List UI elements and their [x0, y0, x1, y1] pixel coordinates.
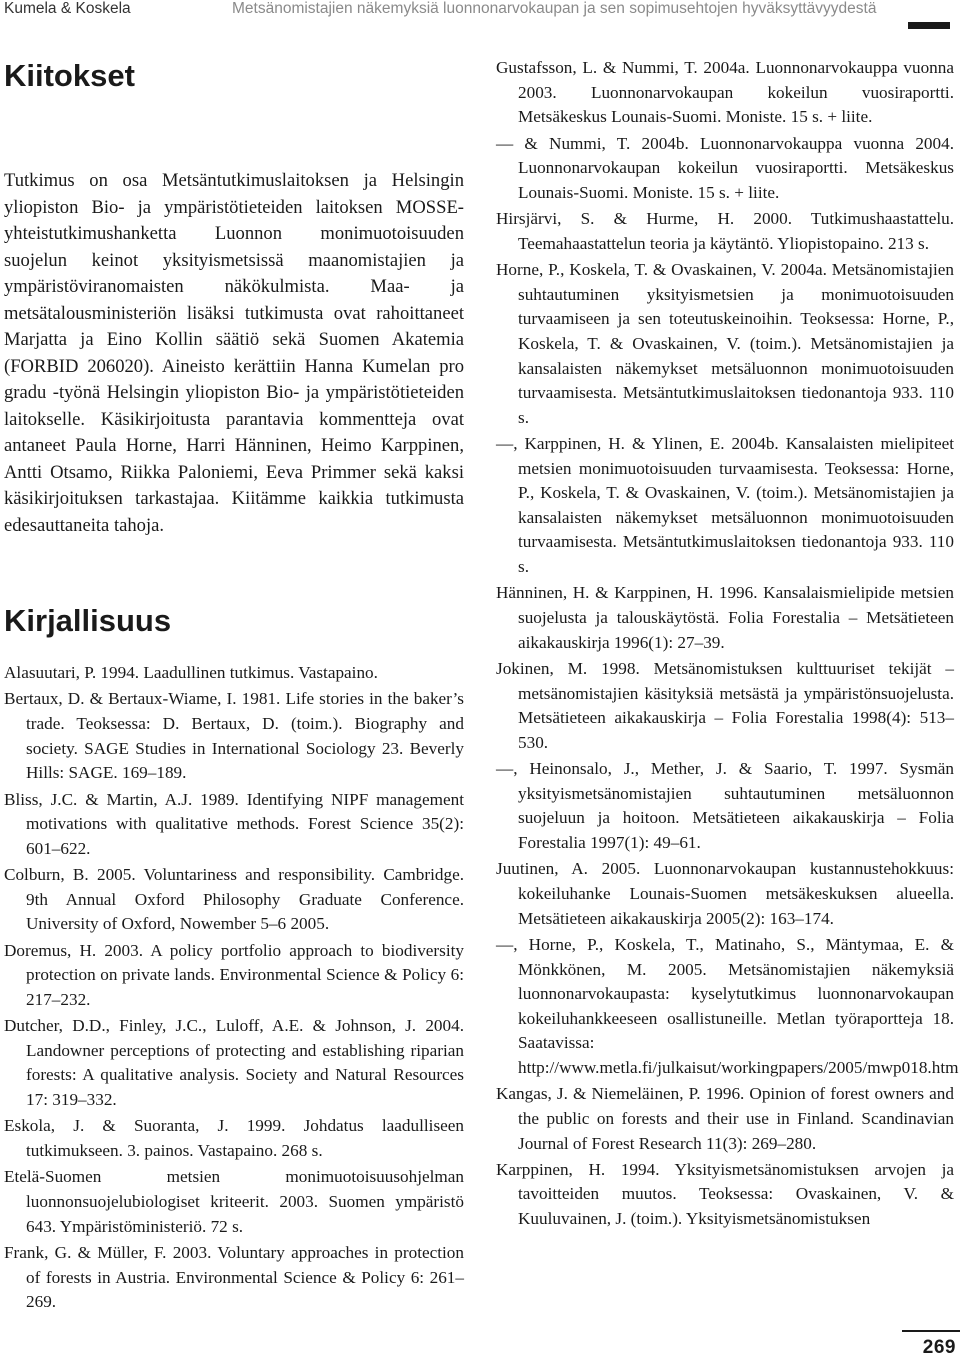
- reference-item: Juutinen, A. 2005. Luonnonarvokaupan kustannustehokkuus: kokeiluhanke Lounais-Suomen metsäkeskuksen alueella. Metsätieteen aikakauskirja 2005(2): 163–174.: [496, 859, 954, 928]
- reference-item: —, Horne, P., Koskela, T., Matinaho, S., Mäntymaa, E. & Mönkkönen, M. 2005. Metsänomistajien näkemyksiä luonnonarvokaupasta: kyselytutkimus luonnonarvokaupan kokeiluhankkeeseen osallistuneille. Metlan työraportteja 18. Saatavissa: http://www.metla.fi/julkaisut/workingpapers/2005/mwp018.htm: [496, 934, 959, 1077]
- reference-item: Horne, P., Koskela, T. & Ovaskainen, V. 2004a. Metsänomistajien suhtautuminen yksityismetsien ja monimuotoisuuden turvaamiseen ja sen toteutuskeinoihin. Teoksessa: Horne, P., Koskela, T. & Ovaskainen, V. (toim.). Metsänomistajien ja kansalaisten näkemykset metsäluonnon monimuotoisuuden turvaamisesta. Metsäntutkimuslaitoksen tiedonantoja 933. 110 s.: [496, 260, 954, 427]
- header-rule: [908, 22, 950, 29]
- reference-item: Colburn, B. 2005. Voluntariness and responsibility. Cambridge. 9th Annual Oxford Philosophy Graduate Conference. University of Oxford, Nowember 5–6 2005.: [4, 865, 464, 934]
- running-head-authors: Kumela & Koskela: [4, 0, 131, 17]
- page-number-rule: [902, 1330, 960, 1332]
- acknowledgements-heading: Kiitokset: [4, 58, 135, 93]
- reference-item: —, Karppinen, H. & Ylinen, E. 2004b. Kansalaisten mielipiteet metsien monimuotoisuuden turvaamisesta. Teoksessa: Horne, P., Koskela, T. & Ovaskainen, V. (toim.). Metsänomistajien ja kansalaisten näkemykset metsäluonnon monimuotoisuuden turvaamisesta. Metsäntutkimuslaitoksen tiedonantoja 933. 110 s.: [496, 434, 954, 577]
- page-number: 269: [922, 1337, 956, 1358]
- reference-item: — & Nummi, T. 2004b. Luonnonarvokauppa vuonna 2004. Luonnonarvokaupan kokeilun vuosiraportti. Metsäkeskus Lounais-Suomi. Moniste. 15 s. + liite.: [496, 133, 954, 202]
- reference-item: Frank, G. & Müller, F. 2003. Voluntary approaches in protection of forests in Austria. Environmental Science & Policy 6: 261–269.: [4, 1243, 464, 1312]
- acknowledgements-text: Tutkimus on osa Metsäntutkimuslaitoksen ja Helsingin yliopiston Bio- ja ympäristötieteiden laitoksen MOSSE-yhteistutkimushanketta Luonnon monimuotoisuuden suojelun keinot yksityismetsissä maanomistajien ja ympäristöviranomaisten näkökulmista. Maa- ja metsätalousministeriön lisäksi tutkimusta ovat rahoittaneet Marjatta ja Eino Kollin säätiö sekä Suomen Akatemia (FORBID 206020). Aineisto kerättiin Hanna Kumelan pro gradu -työnä Helsingin yliopiston Bio- ja ympäristötieteiden laitokselle. Käsikirjoitusta parantavia kommentteja ovat antaneet Paula Horne, Harri Hänninen, Heimo Karppinen, Antti Otsamo, Riikka Paloniemi, Eeva Primmer sekä kaksi käsikirjoituksen tarkastajaa. Kiitämme kaikkia tutkimusta edesauttaneita tahoja.: [4, 170, 464, 536]
- reference-item: Etelä-Suomen metsien monimuotoisuusohjelman luonnonsuojelubiologiset kriteerit. 2003. Suomen ympäristö 643. Ympäristöministeriö. 72 s.: [4, 1167, 464, 1236]
- reference-list-right: [496, 56, 959, 1232]
- reference-item: Gustafsson, L. & Nummi, T. 2004a. Luonnonarvokauppa vuonna 2003. Luonnonarvokaupan kokeilun vuosiraportti. Metsäkeskus Lounais-Suomi. Moniste. 15 s. + liite.: [496, 58, 954, 127]
- reference-item: Dutcher, D.D., Finley, J.C., Luloff, A.E. & Johnson, J. 2004. Landowner perceptions of protecting and establishing riparian forests: A qualitative analysis. Society and Natural Resources 17: 319–332.: [4, 1016, 464, 1110]
- left-column: [4, 52, 464, 1317]
- reference-item: Eskola, J. & Suoranta, J. 1999. Johdatus laadulliseen tutkimukseen. 3. painos. Vastapaino. 268 s.: [4, 1116, 464, 1161]
- reference-item: Hänninen, H. & Karppinen, H. 1996. Kansalaismielipide metsien suojelusta ja talouskäytöstä. Folia Forestalia – Metsätieteen aikakauskirja 1996(1): 27–39.: [496, 583, 954, 652]
- reference-item: Bliss, J.C. & Martin, A.J. 1989. Identifying NIPF management motivations with qualitative methods. Forest Science 35(2): 601–622.: [4, 789, 464, 858]
- reference-item: Hirsjärvi, S. & Hurme, H. 2000. Tutkimushaastattelu. Teemahaastattelun teoria ja käytäntö. Yliopistopaino. 213 s.: [496, 209, 954, 253]
- reference-list-left: [4, 661, 464, 1315]
- reference-item: Karppinen, H. 1994. Yksityismetsänomistuksen arvojen ja tavoitteiden muutos. Teoksessa: Ovaskainen, V. & Kuuluvainen, J. (toim.). Yksityismetsänomistuksen: [496, 1159, 954, 1229]
- literature-heading: Kirjallisuus: [4, 603, 172, 638]
- reference-item: Doremus, H. 2003. A policy portfolio approach to biodiversity protection on private lands. Environmental Science & Policy 6: 217–232.: [4, 940, 464, 1009]
- reference-item: —, Heinonsalo, J., Mether, J. & Saario, T. 1997. Sysmän yksityismetsänomistajien suhtautuminen metsäluonnon suojeluun ja hoitoon. Metsätieteen aikakauskirja – Folia Forestalia 1997(1): 49–61.: [496, 759, 954, 852]
- reference-item: Bertaux, D. & Bertaux-Wiame, I. 1981. Life stories in the baker’s trade. Teoksessa: D. Bertaux, D. (toim.). Biography and society. SAGE Studies in International Sociology 23. Beverly Hills: SAGE. 169–189.: [4, 689, 464, 783]
- right-column: [496, 56, 959, 1233]
- running-head-title: Metsänomistajien näkemyksiä luonnonarvokaupan ja sen sopimusehtojen hyväksyttävyydestä: [232, 0, 877, 17]
- reference-item: Alasuutari, P. 1994. Laadullinen tutkimus. Vastapaino.: [4, 663, 378, 682]
- running-head: [4, 0, 956, 26]
- reference-item: Jokinen, M. 1998. Metsänomistuksen kulttuuriset tekijät – metsänomistajien käsityksiä metsästä ja ympäristönsuojelusta. Metsätieteen aikakauskirja – Folia Forestalia 1998(4): 513–530.: [496, 659, 954, 752]
- reference-item: Kangas, J. & Niemeläinen, P. 1996. Opinion of forest owners and the public on forests and their use in Finland. Scandinavian Journal of Forest Research 11(3): 269–280.: [496, 1084, 954, 1153]
